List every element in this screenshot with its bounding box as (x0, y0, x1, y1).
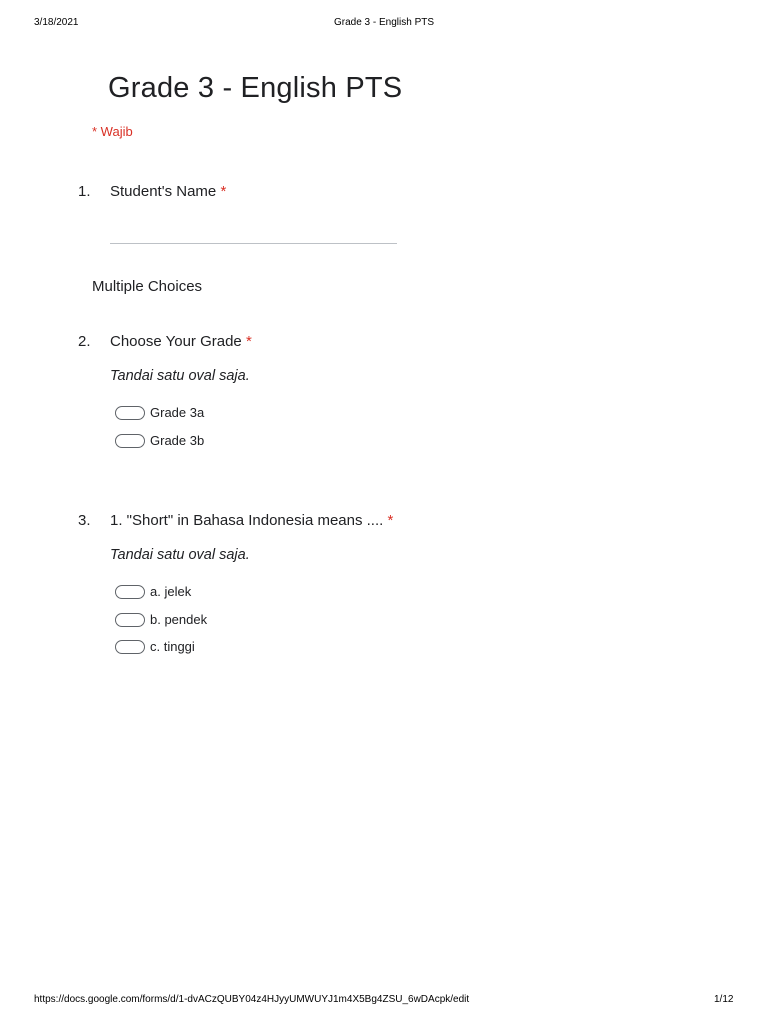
option-c-tinggi[interactable] (115, 639, 195, 654)
question-3-instruction: Tandai satu oval saja. (110, 547, 250, 563)
question-2-number: 2. (78, 333, 91, 350)
student-name-input[interactable] (110, 243, 397, 244)
question-3-title (110, 512, 393, 529)
option-b-pendek[interactable] (115, 612, 207, 627)
print-page-number: 1/12 (714, 994, 734, 1005)
option-label: Grade 3a (150, 405, 205, 420)
option-grade-3a[interactable] (115, 405, 204, 420)
option-grade-3b[interactable] (115, 433, 204, 448)
option-label: b. pendek (150, 612, 208, 627)
question-3-number: 3. (78, 512, 91, 529)
required-note: * Wajib (92, 124, 133, 139)
print-doc-title: Grade 3 - English PTS (333, 17, 435, 28)
question-1-number: 1. (78, 183, 91, 200)
print-date: 3/18/2021 (34, 17, 79, 28)
question-2-title (110, 333, 252, 350)
question-2-instruction: Tandai satu oval saja. (110, 368, 250, 384)
radio-oval[interactable] (115, 434, 145, 448)
question-1-title (110, 183, 226, 200)
question-2-text: Choose Your Grade (110, 333, 242, 350)
required-star: * (387, 512, 394, 529)
form-title: Grade 3 - English PTS (108, 72, 403, 104)
option-a-jelek[interactable] (115, 584, 191, 599)
radio-oval[interactable] (115, 406, 145, 420)
radio-oval[interactable] (115, 585, 145, 599)
radio-oval[interactable] (115, 613, 145, 627)
section-title: Multiple Choices (92, 278, 203, 295)
option-label: Grade 3b (150, 433, 205, 448)
option-label: c. tinggi (150, 639, 195, 654)
question-1-text: Student's Name (110, 183, 217, 200)
required-star: * (220, 183, 227, 200)
radio-oval[interactable] (115, 640, 145, 654)
option-label: a. jelek (150, 584, 192, 599)
required-star: * (245, 333, 252, 350)
question-3-text: 1. "Short" in Bahasa Indonesia means .... (110, 512, 384, 529)
print-url: https://docs.google.com/forms/d/1-dvACzQUBY04z4HJyyUMWUYJ1m4X5Bg4ZSU_6wDAcpk/edit (34, 994, 470, 1005)
